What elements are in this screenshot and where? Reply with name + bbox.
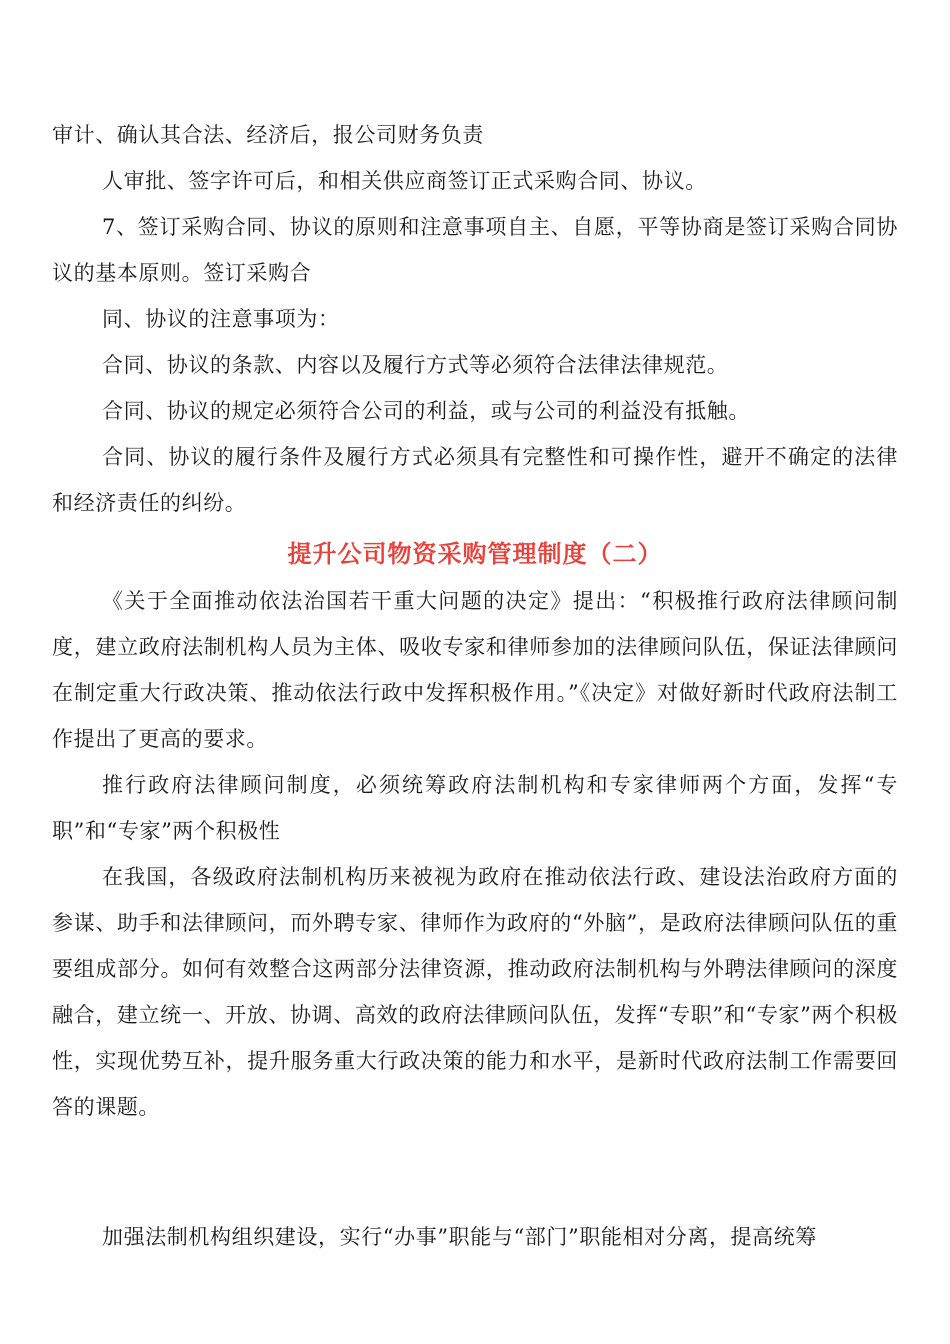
section-heading: 提升公司物资采购管理制度（二） [287, 539, 663, 568]
paragraph-approval: 人审批、签字许可后，和相关供应商签订正式采购合同、协议。 [102, 169, 707, 193]
paragraph-legal-counsel-system: 推行政府法律顾问制度，必须统筹政府法制机构和专家律师两个方面，发挥“专职”和“专家”两个积极性 [52, 773, 898, 843]
paragraph-note-completeness: 合同、协议的履行条件及履行方式必须具有完整性和可操作性，避开不确定的法律和经济责任的纠纷。 [52, 445, 898, 515]
paragraph-note-interest: 合同、协议的规定必须符合公司的利益，或与公司的利益没有抵触。 [102, 399, 750, 423]
paragraph-audit: 审计、确认其合法、经济后，报公司财务负责 [52, 123, 484, 147]
paragraph-contract-principles: 7、签订采购合同、协议的原则和注意事项自主、自愿，平等协商是签订采购合同协议的基本原则。签订采购合 [52, 215, 898, 285]
paragraph-legal-resources: 在我国，各级政府法制机构历来被视为政府在推动依法行政、建设法治政府方面的参谋、助手和法律顾问，而外聘专家、律师作为政府的“外脑”，是政府法律顾问队伍的重要组成部分。如何有效整合这两部分法律资源，推动政府法制机构与外聘法律顾问的深度融合，建立统一、开放、协调、高效的政府法律顾问队伍，发挥“专职”和“专家”两个积极性，实现优势互补，提升服务重大行政决策的能力和水平，是新时代政府法制工作需要回答的课题。 [52, 865, 898, 1119]
paragraph-note-legal: 合同、协议的条款、内容以及履行方式等必须符合法律法律规范。 [102, 353, 729, 377]
paragraph-organization-building: 加强法制机构组织建设，实行“办事”职能与“部门”职能相对分离，提高统筹 [102, 1225, 817, 1249]
paragraph-notes-intro: 同、协议的注意事项为： [102, 307, 340, 331]
paragraph-decision-quote: 《关于全面推动依法治国若干重大问题的决定》提出：“积极推行政府法律顾问制度，建立政府法制机构人员为主体、吸收专家和律师参加的法律顾问队伍，保证法律顾问在制定重大行政决策、推动依法行政中发挥积极作用。”《决定》对做好新时代政府法制工作提出了更高的要求。 [52, 589, 898, 751]
